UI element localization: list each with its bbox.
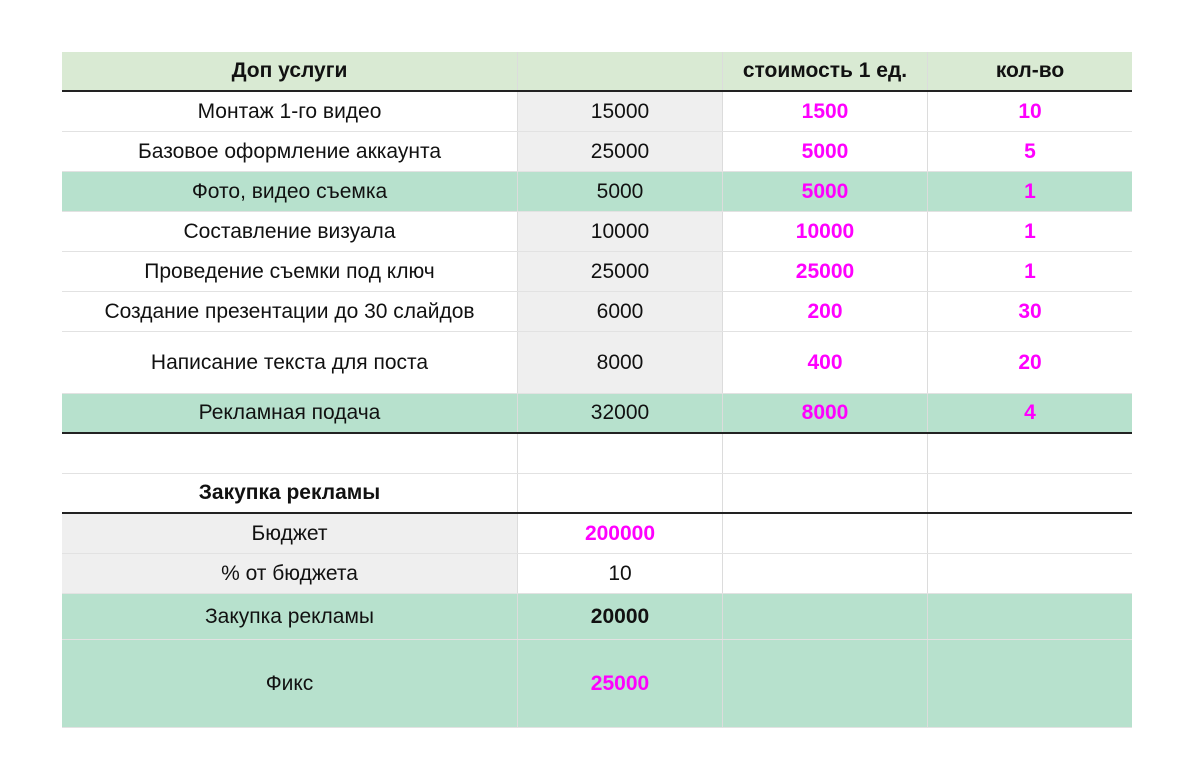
percent-value[interactable]: 10 [518,554,723,593]
service-name[interactable]: Монтаж 1-го видео [62,92,518,131]
service-total[interactable]: 10000 [518,212,723,251]
ads-section-title[interactable]: Закупка рекламы [62,474,518,512]
service-qty[interactable]: 1 [1024,219,1036,243]
service-unit-cost[interactable]: 5000 [723,172,928,211]
purchase-row [62,594,1132,640]
header-services[interactable]: Доп услуги [62,52,518,90]
service-qty[interactable]: 30 [1018,299,1042,323]
service-name[interactable]: Проведение съемки под ключ [62,252,518,291]
fix-row [62,640,1132,728]
budget-row [62,514,1132,554]
service-total[interactable]: 5000 [518,172,723,211]
purchase-value[interactable]: 20000 [518,594,723,639]
header-qty[interactable]: кол-во [995,59,1065,82]
service-qty[interactable]: 20 [1018,350,1042,374]
empty-cell[interactable] [928,594,1132,639]
empty-cell[interactable] [928,514,1132,553]
header-total[interactable] [518,52,723,90]
empty-cell[interactable] [518,434,723,473]
service-total[interactable]: 8000 [518,332,723,393]
empty-cell[interactable] [723,640,928,727]
service-name[interactable]: Рекламная подача [62,394,518,432]
budget-label[interactable]: Бюджет [62,514,518,553]
fix-value[interactable]: 25000 [518,640,723,727]
empty-cell[interactable] [928,554,1132,593]
fix-label[interactable]: Фикс [62,640,518,727]
empty-cell[interactable] [723,594,928,639]
service-unit-cost[interactable]: 10000 [723,212,928,251]
service-unit-cost[interactable]: 25000 [723,252,928,291]
percent-label[interactable]: % от бюджета [62,554,518,593]
service-qty[interactable]: 4 [1024,401,1036,424]
service-unit-cost[interactable]: 400 [723,332,928,393]
service-name[interactable]: Фото, видео съемка [62,172,518,211]
service-qty[interactable]: 1 [1024,259,1036,283]
service-name[interactable]: Написание текста для поста [62,332,518,393]
table-row [62,172,1132,212]
empty-cell[interactable] [723,514,928,553]
purchase-label[interactable]: Закупка рекламы [62,594,518,639]
service-unit-cost[interactable]: 1500 [723,92,928,131]
empty-cell[interactable] [723,434,928,473]
empty-cell[interactable] [62,434,518,473]
service-name[interactable]: Базовое оформление аккаунта [62,132,518,171]
service-total[interactable]: 15000 [518,92,723,131]
service-name[interactable]: Создание презентации до 30 слайдов [62,292,518,331]
empty-cell[interactable] [723,554,928,593]
table-row [62,92,1132,132]
empty-cell[interactable] [723,474,928,512]
header-unit-cost[interactable]: стоимость 1 ед. [723,52,928,90]
table-row [62,132,1132,172]
table-row [62,212,1132,252]
service-total[interactable]: 32000 [518,394,723,432]
service-qty[interactable]: 5 [1024,139,1036,163]
empty-row [62,434,1132,474]
empty-cell[interactable] [928,640,1132,727]
service-total[interactable]: 25000 [518,252,723,291]
service-unit-cost[interactable]: 200 [723,292,928,331]
service-unit-cost[interactable]: 8000 [723,394,928,432]
empty-cell[interactable] [518,474,723,512]
table-row [62,252,1132,292]
empty-cell[interactable] [928,434,1132,473]
service-name[interactable]: Составление визуала [62,212,518,251]
service-total[interactable]: 6000 [518,292,723,331]
percent-row [62,554,1132,594]
spreadsheet-grid [62,52,1132,728]
service-total[interactable]: 25000 [518,132,723,171]
empty-cell[interactable] [928,474,1132,512]
service-qty[interactable]: 10 [1018,99,1042,123]
table-row [62,292,1132,332]
service-qty[interactable]: 1 [1024,179,1036,203]
service-unit-cost[interactable]: 5000 [723,132,928,171]
ads-title-row [62,474,1132,514]
header-row [62,52,1132,92]
table-row [62,332,1132,394]
table-row [62,394,1132,434]
budget-value[interactable]: 200000 [518,514,723,553]
